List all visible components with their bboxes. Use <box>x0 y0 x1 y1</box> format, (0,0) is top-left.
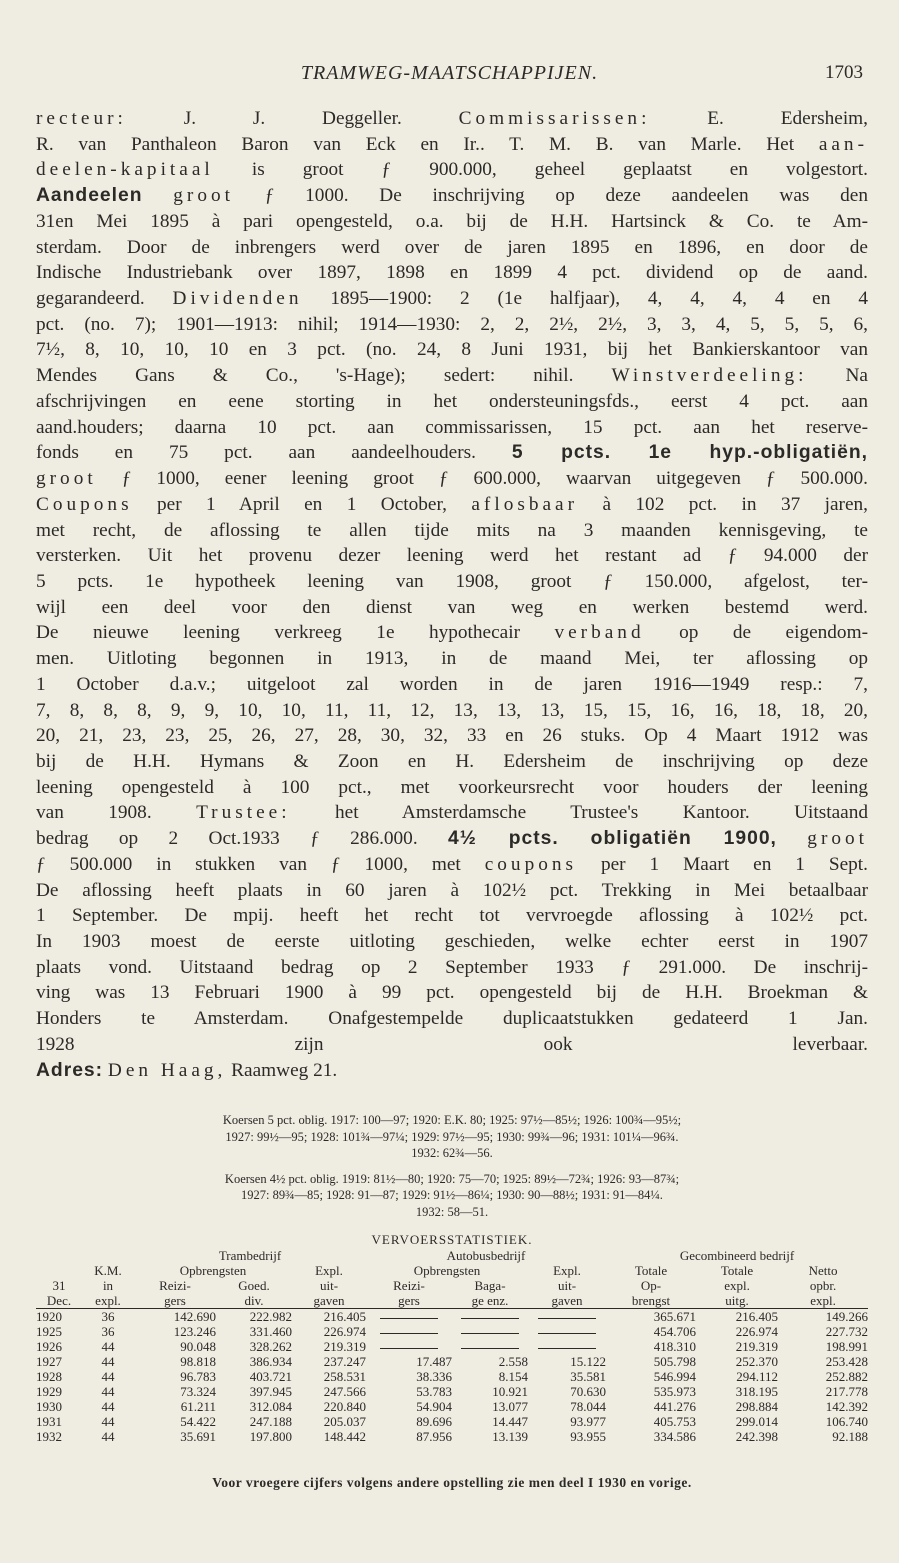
table-row <box>36 1384 868 1399</box>
text-line <box>36 1006 868 1032</box>
empty-dash <box>380 1348 438 1349</box>
group-autobusbedrijf: Autobusbedrijf <box>446 1248 526 1263</box>
text-line <box>36 286 868 312</box>
text-line <box>36 183 868 209</box>
text-line <box>36 826 868 852</box>
text-segment: 4½ pcts. obligatiën 1900, <box>448 828 777 850</box>
text-line <box>36 518 868 544</box>
table-cell <box>452 1339 528 1354</box>
text-segment: Honders te Amsterdam. Onafgestempelde duplicaatstukken gedateerd 1 Jan. <box>36 1008 868 1030</box>
koers-line: 1927: 89¾—85; 1928: 91—87; 1929: 91½—86¼; 1930: 90—88½; 1931: 91—84¼. <box>241 1188 663 1202</box>
table-cell: 54.422 <box>180 1414 216 1429</box>
table-cell: 294.112 <box>736 1369 779 1384</box>
table-cell: 454.706 <box>653 1324 697 1339</box>
empty-dash <box>461 1348 519 1349</box>
header-cell: Baga- <box>474 1278 506 1293</box>
text-segment: afschrijvingen en eene storting in het ondersteuningsfds., eerst 4 pct. aan <box>36 390 868 412</box>
text-segment <box>143 185 174 206</box>
table-cell <box>366 1309 452 1325</box>
text-segment: wijl een deel voor den dienst van weg en werken bestemd werd. <box>36 596 868 618</box>
text-segment: E. Edersheim, <box>650 108 868 129</box>
empty-dash <box>461 1333 519 1334</box>
text-segment: De nieuwe leening verkreeg 1e hypothecair <box>36 622 555 644</box>
text-segment: leening opengesteld à 100 pct., met voorkeursrecht voor houders der leening <box>36 776 868 798</box>
table-cell: 252.882 <box>825 1369 869 1384</box>
table-cell: 312.084 <box>249 1399 292 1414</box>
table-cell: 247.188 <box>249 1414 292 1429</box>
text-segment: groot <box>36 468 97 490</box>
text-segment: aand.houders; daarna 10 pct. aan commissarissen, 15 pct. aan het reserve- <box>36 416 868 438</box>
text-segment: Trustee: <box>196 802 291 824</box>
text-segment: coupons <box>484 853 577 875</box>
text-line <box>36 775 868 801</box>
koers-line: 1927: 99½—95; 1928: 101¾—97¼; 1929: 97½—95; 1930: 99¾—96; 1931: 101¼—96¾. <box>225 1129 679 1144</box>
table-cell: 205.037 <box>323 1414 367 1429</box>
text-line <box>36 415 868 441</box>
header-row-2 <box>36 1278 868 1293</box>
text-segment: het Amsterdamsche Trustee's Kantoor. Uitstaand <box>290 802 868 824</box>
text-segment: De aflossing heeft plaats in 60 jaren à 102½ pct. Trekking in Mei betaalbaar <box>36 879 868 901</box>
text-line <box>36 878 868 904</box>
header-cell: Expl. <box>553 1263 581 1278</box>
table-cell <box>452 1324 528 1339</box>
text-segment: 1895—1900: 2 (1e halfjaar), 4, 4, 4, 4 en 4 <box>302 288 868 310</box>
table-cell: 198.991 <box>825 1339 869 1354</box>
text-line <box>36 955 868 981</box>
text-line <box>36 723 868 749</box>
koers-line: 1932: 58—51. <box>415 1204 489 1219</box>
table-row <box>36 1324 868 1339</box>
running-header <box>36 62 863 88</box>
table-cell: 222.982 <box>249 1309 292 1324</box>
header-cell: 31 <box>52 1278 66 1293</box>
table-cell: 331.460 <box>249 1324 292 1339</box>
text-line <box>36 235 868 261</box>
table-cell: 17.487 <box>416 1354 453 1369</box>
table-cell: 14.447 <box>492 1414 529 1429</box>
table-cell <box>528 1309 606 1325</box>
text-segment: J. J. Deggeller. <box>126 108 459 129</box>
table-cell: 397.945 <box>249 1384 292 1399</box>
vervoersstatistiek <box>36 1232 868 1444</box>
table-cell: 365.671 <box>653 1309 697 1324</box>
header-cell: Goed. <box>238 1278 270 1293</box>
koers-line: Koersen 5 pct. oblig. 1917: 100—97; 1920: E.K. 80; 1925: 97½—85½; 1926: 100¾—95½; <box>222 1113 682 1127</box>
text-segment: Aandeelen <box>36 185 143 207</box>
empty-dash <box>538 1318 596 1319</box>
table-cell: 298.884 <box>735 1399 779 1414</box>
table-cell: 226.974 <box>735 1324 779 1339</box>
table-cell: 78.044 <box>570 1399 607 1414</box>
page-number: 1703 <box>825 62 863 83</box>
table-cell: 10.921 <box>492 1384 529 1399</box>
text-line <box>36 440 868 466</box>
header-cell: uitg. <box>696 1293 778 1309</box>
table-cell: 106.740 <box>825 1414 869 1429</box>
text-line <box>36 337 868 363</box>
table-cell: 1920 <box>36 1309 62 1324</box>
table-cell: 142.392 <box>825 1399 869 1414</box>
header-cell: expl. <box>724 1278 750 1293</box>
empty-dash <box>461 1318 519 1319</box>
text-line <box>36 672 868 698</box>
table-cell: 70.630 <box>570 1384 607 1399</box>
koers-block <box>36 1171 868 1221</box>
table-cell: 318.195 <box>735 1384 779 1399</box>
table-cell: 89.696 <box>416 1414 453 1429</box>
table-cell: 247.566 <box>323 1384 367 1399</box>
header-cell: div. <box>216 1293 292 1309</box>
koers-line: 1932: 62¾—56. <box>411 1146 493 1160</box>
table-row <box>36 1369 868 1384</box>
table-cell: 334.586 <box>653 1429 697 1444</box>
text-segment: Na <box>807 365 868 387</box>
table-cell: 403.721 <box>249 1369 292 1384</box>
text-segment: 5 pcts. 1e hypotheek leening van 1908, groot ƒ 150.000, afgelost, ter- <box>36 570 868 592</box>
table-cell: 53.783 <box>416 1384 453 1399</box>
text-line <box>36 312 868 338</box>
table-cell <box>366 1339 452 1354</box>
text-segment: bedrag op 2 Oct.1933 ƒ 286.000. <box>36 828 449 850</box>
table-cell: 35.691 <box>180 1429 216 1444</box>
table-cell: 90.048 <box>180 1339 216 1354</box>
text-segment: 20, 21, 23, 23, 25, 26, 27, 28, 30, 32, 33 en 26 stuks. Op 4 Maart 1912 was <box>36 725 868 747</box>
header-cell: Reizi- <box>159 1278 191 1293</box>
table-cell: 96.783 <box>180 1369 216 1384</box>
text-segment: met recht, de aflossing te allen tijde mits na 3 maanden kennisgeving, te <box>36 519 868 541</box>
table-cell: 219.319 <box>735 1339 779 1354</box>
text-segment: van 1908. <box>36 802 197 824</box>
table-cell: 1926 <box>36 1339 62 1354</box>
header-cell: Expl. <box>315 1263 343 1278</box>
header-cell: opbr. <box>809 1278 837 1293</box>
text-segment: op de eigendom- <box>644 622 868 644</box>
table-cell: 98.818 <box>180 1354 216 1369</box>
table-cell: 13.077 <box>492 1399 529 1414</box>
text-segment: sterdam. Door de inbrengers werd over de jaren 1895 en 1896, en door de <box>36 236 868 258</box>
table-cell <box>452 1309 528 1325</box>
table-cell: 1925 <box>36 1324 62 1339</box>
text-line <box>36 157 868 183</box>
table-cell: 546.994 <box>653 1369 697 1384</box>
table-cell: 418.310 <box>653 1339 697 1354</box>
header-cell: expl. <box>82 1293 134 1309</box>
table-cell: 405.753 <box>653 1414 697 1429</box>
text-line <box>36 106 868 132</box>
text-segment: groot <box>173 185 234 207</box>
header-cell: gers <box>366 1293 452 1309</box>
table-cell: 1931 <box>36 1414 62 1429</box>
table-cell: 2.558 <box>498 1354 529 1369</box>
empty-dash <box>538 1348 596 1349</box>
text-segment: groot <box>807 828 868 850</box>
table-cell: 149.266 <box>825 1309 869 1324</box>
text-line <box>36 492 868 518</box>
text-segment: Winstverdeeling: <box>611 365 808 387</box>
table-cell: 44 <box>101 1339 115 1354</box>
table-row <box>36 1429 868 1444</box>
table-cell: 227.732 <box>825 1324 869 1339</box>
text-line <box>36 800 868 826</box>
text-segment: Den Haag, <box>107 1059 227 1081</box>
koersen-section <box>36 1112 868 1220</box>
text-segment: per 1 April en 1 October, <box>132 493 472 515</box>
table-cell: 505.798 <box>653 1354 697 1369</box>
table-cell: 73.324 <box>180 1384 216 1399</box>
text-segment: ƒ 1000. De inschrijving op deze aandeelen was den <box>233 185 868 207</box>
text-segment: gegarandeerd. <box>36 288 173 310</box>
table-cell: 197.800 <box>249 1429 292 1444</box>
header-cell: brengst <box>606 1293 696 1309</box>
table-row <box>36 1399 868 1414</box>
text-segment: Coupons <box>36 493 133 515</box>
text-segment: Raamweg 21. <box>226 1059 338 1081</box>
text-segment: à 102 pct. in 37 jaren, <box>578 493 868 515</box>
table-cell: 44 <box>101 1369 115 1384</box>
table-cell: 142.690 <box>173 1309 216 1324</box>
empty-dash <box>380 1333 438 1334</box>
table-cell: 35.581 <box>570 1369 607 1384</box>
table-cell: 44 <box>101 1384 115 1399</box>
text-line <box>36 569 868 595</box>
table-cell: 44 <box>101 1414 115 1429</box>
table-cell: 237.247 <box>323 1354 367 1369</box>
table-cell: 1928 <box>36 1369 62 1384</box>
header-cell: Opbrengsten <box>179 1263 247 1278</box>
header-cell: Totale <box>720 1263 754 1278</box>
text-segment: is groot ƒ 900.000, geheel geplaatst en volgestort. <box>213 159 868 181</box>
header-cell <box>36 1263 82 1278</box>
header-cell: gaven <box>292 1293 366 1309</box>
text-segment: 31en Mei 1895 à pari opengesteld, o.a. bij de H.H. Hartsinck & Co. te Am- <box>36 210 868 232</box>
table-cell: 242.398 <box>735 1429 779 1444</box>
header-cell: Netto <box>808 1263 838 1278</box>
text-line <box>36 1032 868 1058</box>
table-row <box>36 1414 868 1429</box>
stats-table <box>36 1248 868 1444</box>
table-cell <box>366 1324 452 1339</box>
table-cell: 8.154 <box>498 1369 529 1384</box>
text-segment: Adres: <box>36 1059 104 1081</box>
text-segment: bij de H.H. Hymans & Zoon en H. Edersheim de inschrijving op deze <box>36 750 868 772</box>
table-cell: 226.974 <box>323 1324 367 1339</box>
running-title: TRAMWEG-MAATSCHAPPIJEN. <box>300 62 599 84</box>
text-line <box>36 698 868 724</box>
text-segment: verband <box>554 622 645 644</box>
table-cell: 44 <box>101 1354 115 1369</box>
header-cell: ge enz. <box>452 1293 528 1309</box>
table-cell: 44 <box>101 1429 115 1444</box>
table-cell: 217.778 <box>825 1384 869 1399</box>
table-cell: 15.122 <box>570 1354 607 1369</box>
footnote: Voor vroegere cijfers volgens andere opstelling zie men deel I 1930 en vorige. <box>212 1475 692 1490</box>
header-cell: gers <box>134 1293 216 1309</box>
text-line <box>36 543 868 569</box>
text-segment: 1 October d.a.v.; uitgeloot zal worden in de jaren 1916—1949 resp.: 7, <box>36 673 868 695</box>
text-segment: 7½, 8, 10, 10, 10 en 3 pct. (no. 24, 8 Juni 1931, bij het Bankierskantoor van <box>36 339 868 361</box>
header-cell: Reizi- <box>393 1278 425 1293</box>
table-cell: 386.934 <box>249 1354 292 1369</box>
text-segment: plaats vond. Uitstaand bedrag op 2 September 1933 ƒ 291.000. De inschrij- <box>36 956 868 978</box>
text-segment: men. Uitloting begonnen in 1913, in de maand Mei, ter aflossing op <box>36 648 868 670</box>
text-line <box>36 646 868 672</box>
header-cell: uit- <box>319 1278 339 1293</box>
table-cell: 148.442 <box>323 1429 367 1444</box>
text-segment <box>777 828 807 849</box>
text-segment: fonds en 75 pct. aan aandeelhouders. <box>36 442 512 464</box>
group-trambedrijf: Trambedrijf <box>218 1248 282 1263</box>
text-line <box>36 209 868 235</box>
text-segment: 1 September. De mpij. heeft het recht tot vervroegde aflossing à 102½ pct. <box>36 905 868 927</box>
empty-dash <box>538 1333 596 1334</box>
header-cell: K.M. <box>94 1263 122 1278</box>
table-cell: 13.139 <box>492 1429 529 1444</box>
text-segment: recteur: <box>36 108 127 129</box>
body-text <box>36 106 868 1083</box>
text-line <box>36 980 868 1006</box>
table-cell: 123.246 <box>173 1324 216 1339</box>
header-cell: gaven <box>528 1293 606 1309</box>
table-cell: 1930 <box>36 1399 62 1414</box>
stats-title: VERVOERSSTATISTIEK. <box>371 1232 533 1247</box>
table-cell: 299.014 <box>735 1414 779 1429</box>
table-cell: 92.188 <box>832 1429 869 1444</box>
text-segment: ving was 13 Februari 1900 à 99 pct. opengesteld bij de H.H. Broekman & <box>36 982 868 1004</box>
header-cell: in <box>102 1278 114 1293</box>
text-line <box>36 260 868 286</box>
header-cell: uit- <box>557 1278 577 1293</box>
text-segment: per 1 Maart en 1 Sept. <box>577 853 868 875</box>
text-line <box>36 749 868 775</box>
text-segment: versterken. Uit het provenu dezer leening werd het restant ad ƒ 94.000 der <box>36 545 868 567</box>
table-cell: 1927 <box>36 1354 62 1369</box>
table-cell: 252.370 <box>735 1354 779 1369</box>
table-cell: 253.428 <box>825 1354 869 1369</box>
table-cell: 216.405 <box>735 1309 779 1324</box>
text-line <box>36 852 868 878</box>
text-line <box>36 389 868 415</box>
text-segment: aan- <box>818 133 868 155</box>
text-line <box>36 363 868 389</box>
text-segment: Dividenden <box>172 288 303 310</box>
group-gecombineerd: Gecombineerd bedrijf <box>679 1248 795 1263</box>
table-cell: 220.840 <box>323 1399 367 1414</box>
table-cell: 219.319 <box>323 1339 367 1354</box>
text-segment: aflosbaar <box>471 493 579 515</box>
text-line <box>36 620 868 646</box>
table-cell: 93.977 <box>570 1414 607 1429</box>
header-cell: Op- <box>640 1278 662 1293</box>
table-cell: 44 <box>101 1399 115 1414</box>
table-cell: 36 <box>101 1324 115 1339</box>
header-row-3 <box>36 1293 868 1309</box>
table-cell: 61.211 <box>180 1399 216 1414</box>
koers-line: Koersen 4½ pct. oblig. 1919: 81½—80; 1920: 75—70; 1925: 89½—72¾; 1926: 93—87¾; <box>224 1171 680 1186</box>
text-segment: deelen-kapitaal <box>36 159 214 181</box>
stats-body <box>36 1309 868 1445</box>
text-segment: 5 pcts. 1e hyp.-obligatiën, <box>511 442 868 464</box>
header-cell: Opbrengsten <box>413 1263 481 1278</box>
table-row <box>36 1339 868 1354</box>
table-row <box>36 1309 868 1325</box>
header-cell: Dec. <box>36 1293 82 1309</box>
text-line <box>36 595 868 621</box>
text-segment: ƒ 500.000 in stukken van ƒ 1000, met <box>36 853 485 875</box>
group-header-row <box>36 1248 868 1263</box>
table-cell <box>528 1324 606 1339</box>
text-segment: Mendes Gans & Co., 's-Hage); sedert: nihil. <box>36 365 612 387</box>
table-row <box>36 1354 868 1369</box>
text-segment: 7, 8, 8, 8, 9, 9, 10, 10, 11, 11, 12, 13, 13, 13, 15, 15, 16, 16, 18, 18, 20, <box>36 699 868 721</box>
table-cell: 93.955 <box>570 1429 607 1444</box>
text-segment: Indische Industriebank over 1897, 1898 en 1899 4 pct. dividend op de aand. <box>36 262 868 284</box>
table-cell: 87.956 <box>416 1429 453 1444</box>
table-cell: 258.531 <box>323 1369 367 1384</box>
table-cell: 36 <box>101 1309 115 1324</box>
table-cell: 216.405 <box>323 1309 367 1324</box>
table-cell: 441.276 <box>653 1399 697 1414</box>
text-segment: pct. (no. 7); 1901—1913: nihil; 1914—1930: 2, 2, 2½, 2½, 3, 3, 4, 5, 5, 5, 6, <box>36 313 868 335</box>
koers-block <box>36 1112 868 1162</box>
text-segment: Commissarissen: <box>458 108 651 129</box>
text-segment: In 1903 moest de eerste uitloting geschieden, welke echter eerst in 1907 <box>36 931 868 952</box>
table-cell: 54.904 <box>416 1399 453 1414</box>
table-cell: 535.973 <box>653 1384 697 1399</box>
header-row-1 <box>36 1263 868 1278</box>
table-cell: 328.262 <box>249 1339 292 1354</box>
table-cell: 1932 <box>36 1429 62 1444</box>
table-cell <box>528 1339 606 1354</box>
text-line <box>36 132 868 158</box>
text-segment: 1928 zijn ook leverbaar. <box>36 1033 868 1055</box>
text-line <box>36 1058 868 1084</box>
text-line <box>36 903 868 929</box>
text-segment: R. van Panthaleon Baron van Eck en Ir.. T. M. B. van Marle. Het <box>36 133 819 155</box>
table-cell: 1929 <box>36 1384 62 1399</box>
header-cell: Totale <box>634 1263 668 1278</box>
table-cell: 38.336 <box>416 1369 453 1384</box>
text-line <box>36 929 868 955</box>
header-cell: expl. <box>778 1293 868 1309</box>
empty-dash <box>380 1318 438 1319</box>
text-line <box>36 466 868 492</box>
text-segment: ƒ 1000, eener leening groot ƒ 600.000, waarvan uitgegeven ƒ 500.000. <box>96 468 868 490</box>
